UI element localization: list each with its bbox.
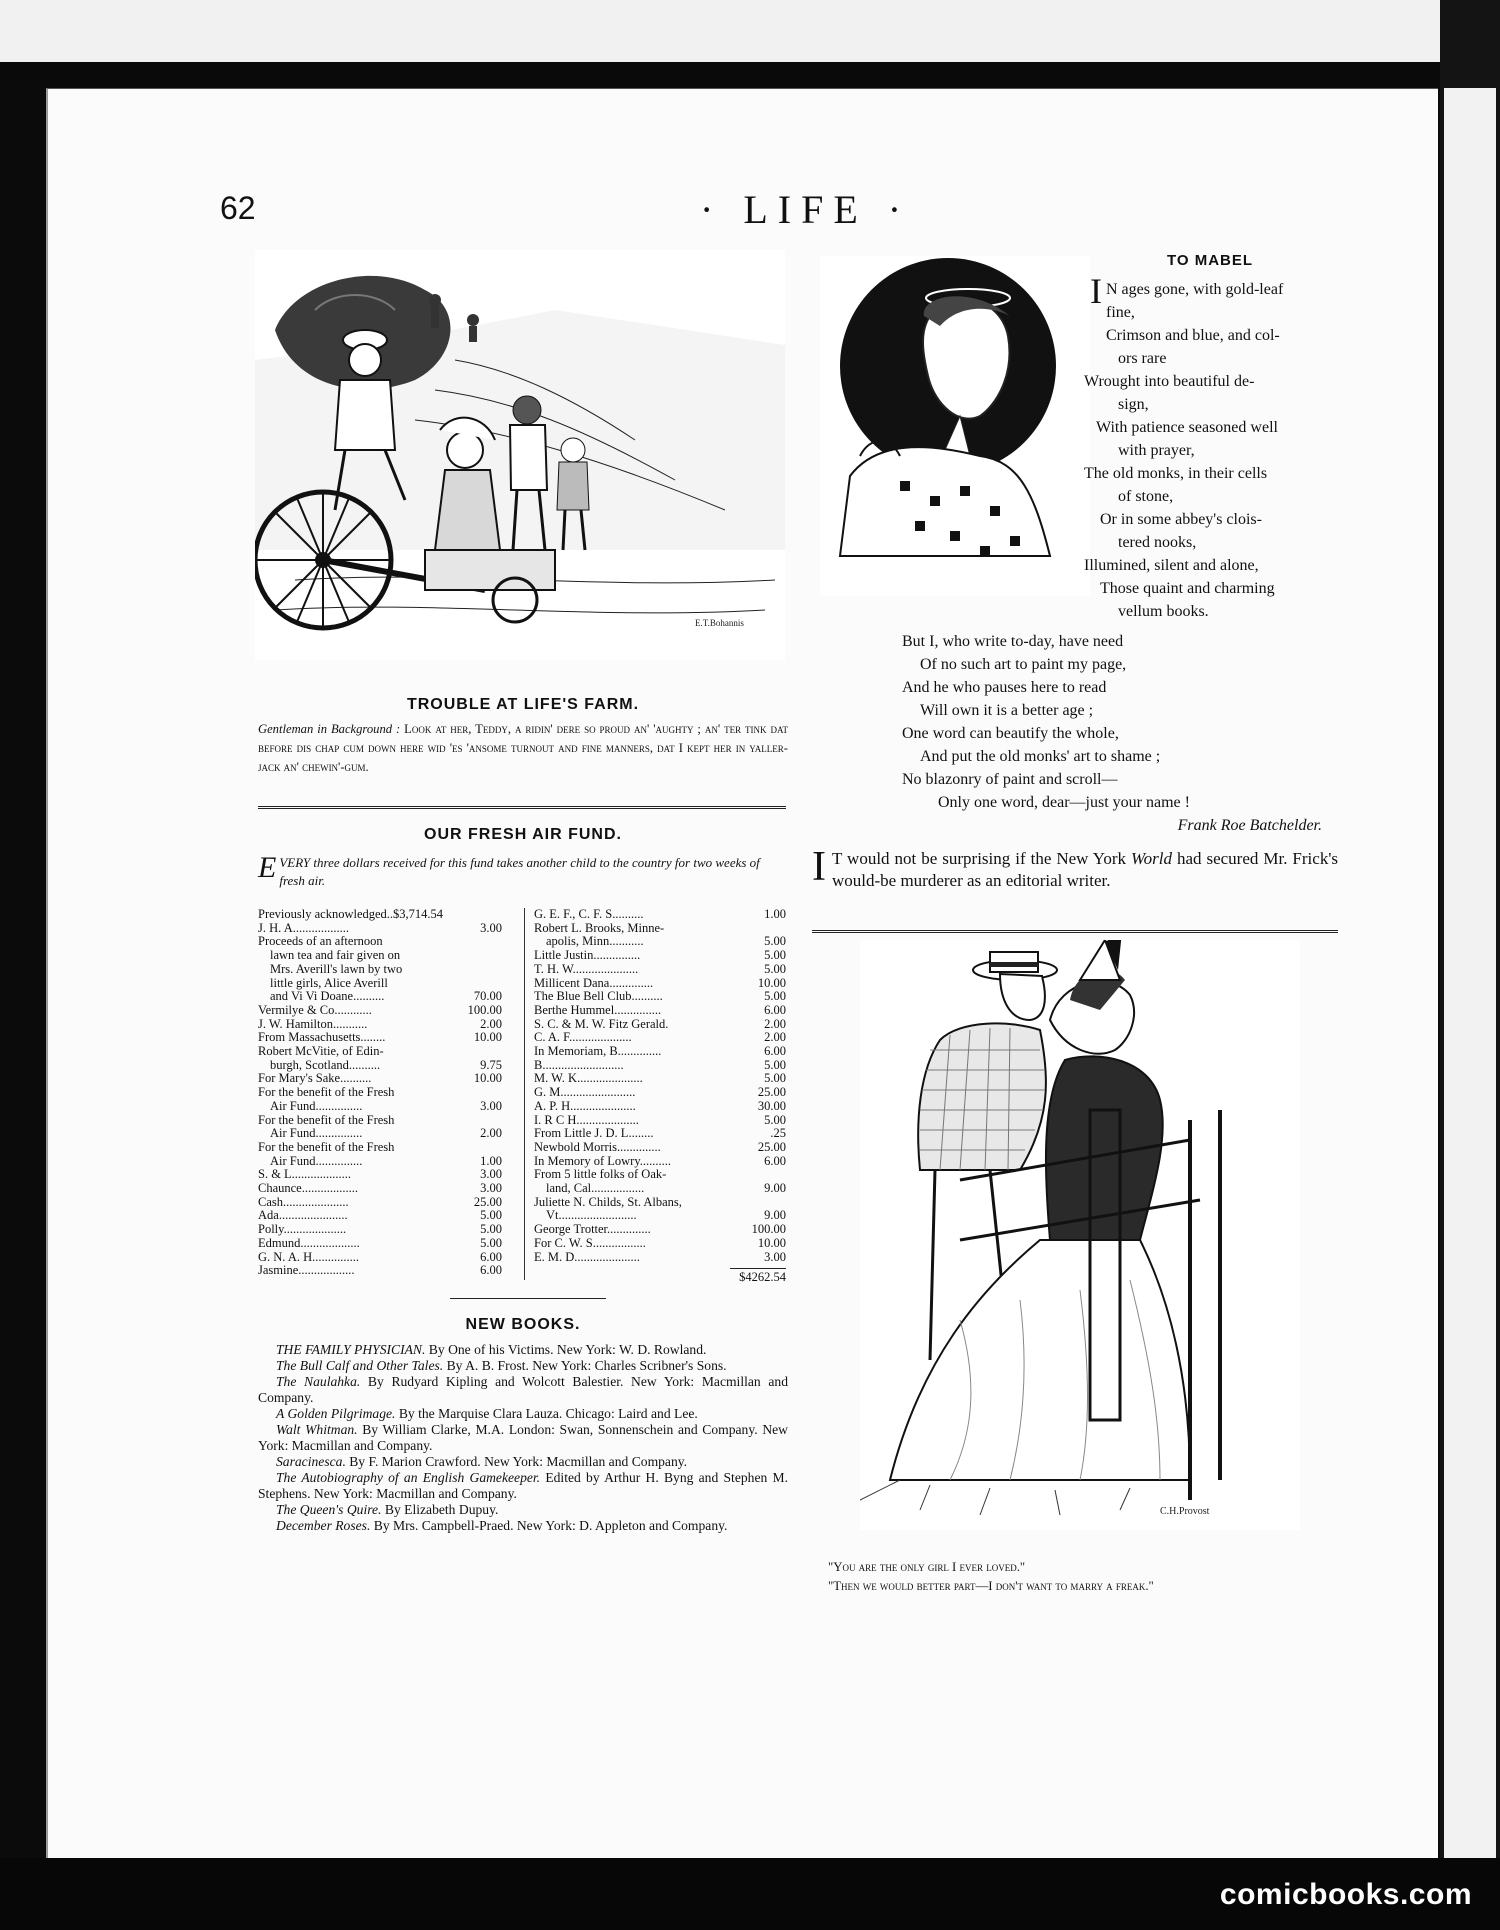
fund-entry — [534, 1223, 786, 1237]
book-title: Walt Whitman. — [276, 1422, 358, 1437]
poem-line: Or in some abbey's clois- — [1100, 511, 1262, 528]
adjacent-sheet-edge — [0, 0, 1440, 62]
mabel-portrait-illustration — [820, 256, 1090, 596]
fund-entry-amount: 10.00 — [757, 1235, 786, 1250]
fund-entry-amount — [466, 1086, 502, 1100]
fund-entry — [258, 1196, 502, 1210]
editorial-paragraph — [812, 844, 1338, 892]
fund-entry-name: E. M. D..................... — [534, 1249, 640, 1264]
fund-entry-amount: 70.00 — [473, 989, 502, 1004]
fund-entry — [534, 963, 786, 977]
book-entry — [258, 1342, 788, 1358]
fund-entry-amount: 6.00 — [480, 1263, 502, 1278]
book-details: By Elizabeth Dupuy. — [381, 1502, 499, 1517]
fund-entry — [258, 1127, 502, 1141]
fund-entry — [534, 1251, 786, 1265]
poem-line: ors rare — [1118, 350, 1167, 367]
poem-author: Frank Roe Batchelder. — [1177, 817, 1322, 834]
fund-entry — [258, 990, 502, 1004]
book-entry — [258, 1502, 788, 1518]
fund-entry-amount: 2.00 — [480, 1126, 502, 1141]
fund-entry — [534, 1209, 786, 1223]
fund-entry-amount: 5.00 — [480, 1208, 502, 1223]
book-details: By William Clarke, M.A. London: Swan, Sonnenschein and Company. New York: Macmillan and Company. — [258, 1422, 788, 1453]
fund-entry-name: For the benefit of the Fresh — [258, 1085, 395, 1100]
fund-entry-name: J. W. Hamilton........... — [258, 1016, 368, 1031]
book-details: By the Marquise Clara Lauza. Chicago: Laird and Lee. — [395, 1406, 698, 1421]
fund-total: $4262.54 — [739, 1270, 786, 1284]
fund-entry — [534, 908, 786, 922]
fund-entry-name: Proceeds of an afternoon — [258, 934, 383, 949]
editorial-text-end: had secured Mr. Frick's would-be murderer as an editorial writer. — [832, 849, 1338, 890]
fund-entry — [534, 1072, 786, 1086]
fund-entry-name: lawn tea and fair given on — [270, 948, 401, 963]
fund-entry — [534, 935, 786, 949]
fund-entry-name: M. W. K..................... — [534, 1071, 643, 1086]
fund-entry — [258, 1018, 502, 1032]
editorial-dropcap: I — [812, 844, 826, 890]
fund-entry-amount: 25.00 — [757, 1085, 786, 1100]
book-entry — [258, 1358, 788, 1374]
poem-line: Wrought into beautiful de- — [1084, 373, 1255, 390]
fund-entry-amount: 9.75 — [480, 1057, 502, 1072]
fund-entry-amount: 10.00 — [473, 1030, 502, 1045]
fund-entry-amount: 5.00 — [764, 948, 786, 963]
poem-line: And he who pauses here to read — [902, 679, 1107, 696]
fund-entry — [534, 949, 786, 963]
fund-entry-amount: 5.00 — [764, 934, 786, 949]
fund-entry-name: Cash..................... — [258, 1194, 349, 1209]
intro-text: VERY three dollars received for this fund takes another child to the country for two weeks of fresh air. — [279, 855, 760, 888]
fund-entry-name: land, Cal................. — [546, 1181, 645, 1196]
fund-list-right — [534, 908, 786, 1264]
fund-entry — [258, 977, 502, 991]
fresh-air-fund-intro — [258, 851, 788, 890]
fund-entry-amount: 10.00 — [757, 975, 786, 990]
fund-entry-name: From 5 little folks of Oak- — [534, 1167, 667, 1182]
fund-entry-name: In Memory of Lowry.......... — [534, 1153, 672, 1168]
fresh-air-fund-title: OUR FRESH AIR FUND. — [424, 826, 622, 843]
fund-entry — [534, 1155, 786, 1169]
poem-title: TO MABEL — [1166, 252, 1254, 269]
fund-entry — [258, 1004, 502, 1018]
fund-entry-name: C. A. F.................... — [534, 1030, 632, 1045]
book-entry — [258, 1406, 788, 1422]
caption-line-2: "Then we would better part—I don't want to marry a freak." — [828, 1579, 1154, 1593]
fund-entry-amount: 3.00 — [480, 1098, 502, 1113]
fund-entry — [258, 1251, 502, 1265]
fund-entry-name: From Massachusetts........ — [258, 1030, 386, 1045]
adjacent-page — [1444, 88, 1496, 1858]
fund-entry-amount: 25.00 — [757, 1139, 786, 1154]
fund-entry-amount: 3.00 — [480, 920, 502, 935]
book-entry — [258, 1470, 788, 1502]
poem-stanza-1 — [1084, 271, 1340, 623]
fund-entry-name: Previously acknowledged..$3,714.54 — [258, 907, 444, 921]
fund-entry-amount — [466, 1114, 502, 1128]
fund-entry-amount: 5.00 — [764, 989, 786, 1004]
fund-entry-name: The Blue Bell Club.......... — [534, 989, 663, 1004]
fund-entry-amount: 6.00 — [764, 1153, 786, 1168]
fund-entry — [258, 1155, 502, 1169]
fund-entry-name: Robert McVitie, of Edin- — [258, 1044, 384, 1059]
poem-line: Will own it is a better age ; — [920, 702, 1094, 719]
poem-line: One word can beautify the whole, — [902, 725, 1119, 742]
book-title: The Bull Calf and Other Tales. — [276, 1358, 444, 1373]
fund-entry-name: S. C. & M. W. Fitz Gerald. — [534, 1016, 669, 1031]
fund-entry-amount: 100.00 — [467, 1002, 502, 1017]
fund-entry-name: Robert L. Brooks, Minne- — [534, 920, 665, 935]
poem-line: fine, — [1106, 304, 1135, 321]
fund-entry-name: Vermilye & Co............ — [258, 1002, 372, 1017]
fund-entry-amount: 3.00 — [480, 1167, 502, 1182]
book-details: Edited by Arthur H. Byng and Stephen M. Stephens. New York: Macmillan and Company. — [258, 1470, 788, 1501]
fund-entry-name: George Trotter.............. — [534, 1222, 651, 1237]
fund-entry-name: Chaunce.................. — [258, 1181, 358, 1196]
fund-entry-name: Mrs. Averill's lawn by two — [270, 961, 403, 976]
book-title: The Autobiography of an English Gamekeeper. — [276, 1470, 541, 1485]
fund-entry — [258, 1114, 502, 1128]
fund-entry — [534, 977, 786, 991]
fund-entry — [258, 935, 502, 949]
fund-entry-name: Ada...................... — [258, 1208, 348, 1223]
poem-line: N ages gone, with gold-leaf — [1106, 281, 1284, 298]
fund-entry-amount: 2.00 — [764, 1030, 786, 1045]
fund-entry — [258, 1072, 502, 1086]
poem-line: Illumined, silent and alone, — [1084, 557, 1259, 574]
fund-entry-name: little girls, Alice Averill — [270, 975, 388, 990]
fund-entry-amount: 9.00 — [764, 1181, 786, 1196]
fund-entry-amount — [750, 922, 786, 936]
fund-entry — [258, 1209, 502, 1223]
fund-entry — [258, 1059, 502, 1073]
fund-entry — [258, 1031, 502, 1045]
fund-entry-name: A. P. H..................... — [534, 1098, 636, 1113]
fund-entry — [258, 1100, 502, 1114]
fund-entry-amount: 5.00 — [764, 1071, 786, 1086]
book-details: By Rudyard Kipling and Wolcott Balestier. New York: Macmillan and Company. — [258, 1374, 788, 1405]
fund-entry-name: Juliette N. Childs, St. Albans, — [534, 1194, 682, 1209]
poem-line: No blazonry of paint and scroll— — [902, 771, 1118, 788]
fund-entry-name: J. H. A.................. — [258, 920, 349, 935]
fund-entry — [534, 1031, 786, 1045]
fund-entry-amount: 6.00 — [764, 1002, 786, 1017]
fund-entry-name: For Mary's Sake.......... — [258, 1071, 372, 1086]
editorial-italic: World — [1131, 849, 1172, 868]
fund-entry — [534, 1127, 786, 1141]
poem-stanza-2 — [902, 630, 1342, 814]
fund-entry — [258, 1182, 502, 1196]
masthead-title: · LIFE · — [700, 187, 912, 232]
fund-entry-amount: 5.00 — [480, 1235, 502, 1250]
editorial-text: T would not be surprising if the New York — [832, 849, 1132, 868]
fund-entry — [534, 1100, 786, 1114]
fund-entry — [258, 1086, 502, 1100]
fund-entry-name: Edmund................... — [258, 1235, 360, 1250]
fund-entry-name: Air Fund............... — [270, 1126, 363, 1141]
poem-line: vellum books. — [1118, 603, 1209, 620]
fund-entry-name: apolis, Minn........... — [546, 934, 644, 949]
fund-entry-amount: 6.00 — [764, 1044, 786, 1059]
fund-entry — [258, 1141, 502, 1155]
fund-entry-name: Air Fund............... — [270, 1153, 363, 1168]
fund-entry-name: Berthe Hummel............... — [534, 1002, 662, 1017]
couple-cartoon-illustration — [860, 940, 1300, 1530]
fund-entry-amount — [466, 977, 502, 991]
fund-entry — [534, 1086, 786, 1100]
fund-entry-amount: 6.00 — [480, 1249, 502, 1264]
fund-entry-name: T. H. W..................... — [534, 961, 639, 976]
book-details: By Mrs. Campbell-Praed. New York: D. Appleton and Company. — [370, 1518, 728, 1533]
fund-list-left — [258, 908, 502, 1278]
fund-entry — [258, 922, 502, 936]
fund-entry — [534, 922, 786, 936]
fund-entry-amount: 3.00 — [480, 1181, 502, 1196]
fund-entry-amount: 30.00 — [757, 1098, 786, 1113]
watermark: comicbooks.com — [1219, 1878, 1472, 1911]
fund-entry — [534, 1237, 786, 1251]
book-title: A Golden Pilgrimage. — [276, 1406, 396, 1421]
poem-line: sign, — [1118, 396, 1149, 413]
fund-entry — [534, 1018, 786, 1032]
fund-entry — [534, 1045, 786, 1059]
caption-speaker: Gentleman in Background : — [258, 722, 401, 736]
fund-entry — [534, 1196, 786, 1210]
book-entry — [258, 1518, 788, 1534]
fund-entry-name: burgh, Scotland.......... — [270, 1057, 381, 1072]
fund-entry-name: Air Fund............... — [270, 1098, 363, 1113]
fund-entry-name: Newbold Morris.............. — [534, 1139, 661, 1154]
fund-entry-amount: 2.00 — [480, 1016, 502, 1031]
poem-line: tered nooks, — [1118, 534, 1197, 551]
book-details: By F. Marion Crawford. New York: Macmillan and Company. — [345, 1454, 688, 1469]
book-entry — [258, 1454, 788, 1470]
farm-cartoon-caption — [258, 720, 788, 777]
fund-entry — [534, 1114, 786, 1128]
farm-cartoon-illustration — [255, 250, 785, 660]
new-books-list — [258, 1342, 788, 1534]
fund-entry-name: For C. W. S................. — [534, 1235, 646, 1250]
fund-entry — [534, 990, 786, 1004]
fund-entry-amount: 5.00 — [764, 1057, 786, 1072]
fund-entry-name: In Memoriam, B.............. — [534, 1044, 662, 1059]
book-title: THE FAMILY PHYSICIAN. — [276, 1342, 426, 1357]
poem-line: Only one word, dear—just your name ! — [938, 794, 1190, 811]
poem-line: But I, who write to-day, have need — [902, 633, 1124, 650]
book-title: December Roses. — [276, 1518, 371, 1533]
fund-entry-amount: 1.00 — [764, 907, 786, 921]
fund-entry-amount: .25 — [770, 1126, 786, 1141]
fund-entry-name: Vt......................... — [546, 1208, 637, 1223]
poem-line: Crimson and blue, and col- — [1106, 327, 1280, 344]
total-rule — [730, 1268, 786, 1269]
poem-line: With patience seasoned well — [1096, 419, 1278, 436]
fund-entry-name: Polly.................... — [258, 1222, 347, 1237]
caption-line-1: "You are the only girl I ever loved." — [828, 1560, 1026, 1574]
fund-entry — [534, 1059, 786, 1073]
fund-entry-amount — [750, 1196, 786, 1210]
column-divider — [524, 908, 525, 1280]
fund-entry — [258, 1223, 502, 1237]
fund-entry — [534, 1004, 786, 1018]
fund-entry-amount — [466, 908, 502, 922]
poem-line: of stone, — [1118, 488, 1174, 505]
book-details: By A. B. Frost. New York: Charles Scribner's Sons. — [443, 1358, 727, 1373]
scan-bottom-border — [0, 1858, 1500, 1930]
fund-entry — [534, 1141, 786, 1155]
divider — [812, 930, 1338, 933]
fund-entry-amount — [466, 1141, 502, 1155]
fund-entry-amount: 2.00 — [764, 1016, 786, 1031]
divider — [258, 806, 786, 809]
fund-entry-name: and Vi Vi Doane.......... — [270, 989, 385, 1004]
book-details: By One of his Victims. New York: W. D. Rowland. — [425, 1342, 707, 1357]
fund-entry — [258, 1237, 502, 1251]
fund-entry-amount: 3.00 — [764, 1249, 786, 1264]
fund-entry-name: For the benefit of the Fresh — [258, 1112, 395, 1127]
fund-entry-amount: 5.00 — [480, 1222, 502, 1237]
fund-entry-amount: 1.00 — [480, 1153, 502, 1168]
scan-top-border — [0, 0, 1500, 80]
fund-entry-name: For the benefit of the Fresh — [258, 1139, 395, 1154]
fund-entry — [534, 1182, 786, 1196]
fund-entry-name: B.......................... — [534, 1057, 624, 1072]
fund-entry-amount: 9.00 — [764, 1208, 786, 1223]
fund-entry — [258, 1045, 502, 1059]
fund-entry-amount: 5.00 — [764, 961, 786, 976]
new-books-title: NEW BOOKS. — [465, 1316, 581, 1333]
poem-line: with prayer, — [1118, 442, 1195, 459]
caption-dialogue: Look at her, Teddy, a ridin' dere so proud an' 'aughty ; an' ter tink dat before dis chap cum down here wid 'es 'ansome turnout and fine manners, dat I kept her in yaller-jack an' chewin'-gum. — [258, 722, 789, 774]
fund-entry — [258, 1264, 502, 1278]
fund-entry-amount: 10.00 — [473, 1071, 502, 1086]
fund-entry-amount: 5.00 — [764, 1112, 786, 1127]
fund-entry-amount — [466, 935, 502, 949]
poem-dropcap: I — [1090, 271, 1102, 311]
poem-line: And put the old monks' art to shame ; — [920, 748, 1161, 765]
fund-entry-name: S. & L................... — [258, 1167, 352, 1182]
fund-entry-name: From Little J. D. L........ — [534, 1126, 654, 1141]
fund-entry-amount: 100.00 — [751, 1222, 786, 1237]
fund-entry-amount — [750, 1168, 786, 1182]
svg-text:E.T.Bohannis: E.T.Bohannis — [695, 618, 744, 628]
fund-entry — [534, 1168, 786, 1182]
fund-entry-amount — [466, 963, 502, 977]
fund-entry-name: G. N. A. H............... — [258, 1249, 360, 1264]
fund-entry — [258, 1168, 502, 1182]
divider — [450, 1298, 606, 1299]
dropcap: E — [258, 851, 277, 884]
fund-entry — [258, 949, 502, 963]
fund-entry-name: G. E. F., C. F. S.......... — [534, 907, 644, 921]
fund-entry-amount — [466, 949, 502, 963]
book-title: The Queen's Quire. — [276, 1502, 382, 1517]
farm-cartoon-title: TROUBLE AT LIFE'S FARM. — [406, 696, 640, 713]
couple-cartoon-caption — [812, 1558, 1338, 1596]
poem-line: Those quaint and charming — [1100, 580, 1275, 597]
fund-entry-amount: 25.00 — [473, 1194, 502, 1209]
book-entry — [258, 1422, 788, 1454]
fund-entry-name: Little Justin............... — [534, 948, 641, 963]
page-number: 62 — [220, 190, 256, 226]
poem-line: Of no such art to paint my page, — [920, 656, 1127, 673]
fund-entry — [258, 963, 502, 977]
book-entry — [258, 1374, 788, 1406]
svg-text:C.H.Provost: C.H.Provost — [1160, 1506, 1210, 1517]
fund-entry-name: Jasmine.................. — [258, 1263, 355, 1278]
fund-entry-name: I. R C H.................... — [534, 1112, 639, 1127]
fund-entry-name: Millicent Dana.............. — [534, 975, 654, 990]
fund-entry-amount — [466, 1045, 502, 1059]
book-title: Saracinesca. — [276, 1454, 346, 1469]
fund-entry-name: G. M........................ — [534, 1085, 636, 1100]
poem-line: The old monks, in their cells — [1084, 465, 1268, 482]
book-title: The Naulahka. — [276, 1374, 361, 1389]
fund-entry — [258, 908, 502, 922]
